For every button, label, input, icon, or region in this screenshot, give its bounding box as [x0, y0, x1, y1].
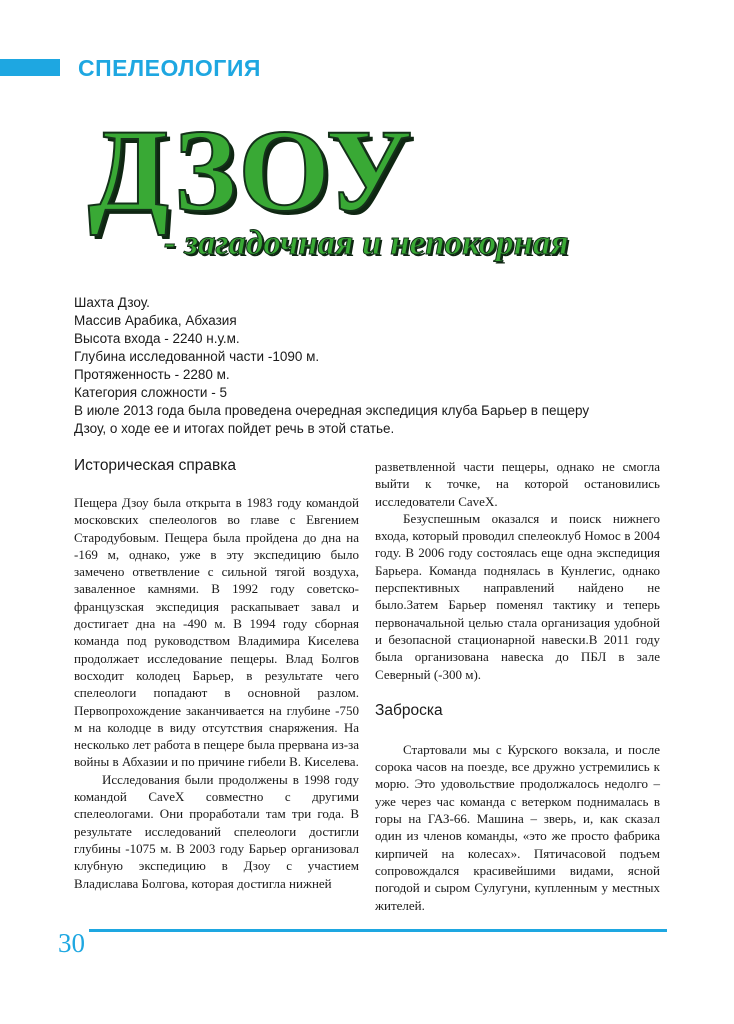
article-title: ДЗОУ: [88, 105, 415, 236]
history-paragraph: Исследования были продолжены в 1998 году командой CaveX совместно с другими спелеологами. Они проработали там три года. В результате исследований спелеологи достигли глубины -1075 м. В 2003 году Барьер организовал клубную экспедицию в Дзоу с участием Владислава Болгова, которая достигла нижней: [74, 771, 359, 891]
history-heading: Историческая справка: [74, 457, 236, 474]
body-paragraph: Безуспешным оказался и поиск нижнего входа, который проводил спелеоклуб Номос в 2004 году. В 2006 году состоялась еще одна экспедиция Барьера. Команда поднялась в Кунлегис, однако перспективных направлений найдено не было.Затем Барьер поменял тактику и теперь первоначальной целью стала организация удобной и безопасной стационарной навески.В 2011 году была организована навеска до ПБЛ в зале Северный (-300 м).: [375, 510, 660, 682]
transfer-heading: Заброска: [375, 701, 443, 719]
left-column: [74, 456, 359, 892]
fact-line: Протяженность - 2280 м.: [74, 367, 230, 382]
fact-line: Высота входа - 2240 н.у.м.: [74, 331, 240, 346]
body-paragraph: разветвленной части пещеры, однако не смогла выйти к точке, на которой остановились исследователи CaveX.: [375, 459, 660, 509]
article-subtitle: - загадочная и непокорная: [164, 223, 569, 262]
fact-line: Глубина исследованной части -1090 м.: [74, 349, 320, 364]
cave-facts: [74, 294, 594, 438]
intro-text: В июле 2013 года была проведена очередная экспедиция клуба Барьер в пещеру Дзоу, о ходе ее и итогах пойдет речь в этой статье.: [74, 403, 590, 436]
history-paragraph: Пещера Дзоу была открыта в 1983 году командой московских спелеологов во главе с Евгением Стародубовым. Пещера была пройдена до дна на -169 м, однако, уже в эту экспедицию было замечено ответвление с сильной тягой воздуха, заваленное камнями. В 1992 году советско-французская экспедиция раскапывает завал и достигает дна на -490 м. В 1994 году сборная команда под руководством Владимира Киселева продолжает исследование пещеры. Влад Болгов восходит колодец Барьер, в результате чего спелеологи попадают в основной разлом. Первопрохождение заканчивается на глубине -750 м на колодце в виду отсутствия снаряжения. На несколько лет работа в пещере была прервана из-за войны в Абхазии и по причине гибели В. Киселева.: [74, 495, 359, 770]
section-title: СПЕЛЕОЛОГИЯ: [78, 55, 261, 81]
transfer-paragraph: Стартовали мы с Курского вокзала, и после сорока часов на поезде, все дружно устремились к морю. Это удовольствие продолжалось недолго – уже через час команда с ветерком поднималась в горы на ГАЗ-66. Машина – зверь, и, как сказал один из членов команды, «это же просто фабрика кирпичей на колесах». Пятичасовой подъем сопровождался красивейшими видами, ясной погодой и сыром Сулугуни, купленным у местных жителей.: [375, 741, 660, 913]
section-accent-bar: [0, 59, 60, 76]
fact-line: Массив Арабика, Абхазия: [74, 313, 237, 328]
page-number: 30: [58, 928, 85, 958]
fact-line: Шахта Дзоу.: [74, 295, 150, 310]
footer-rule: [89, 929, 667, 932]
right-column: [375, 458, 660, 914]
fact-line: Категория сложности - 5: [74, 385, 227, 400]
